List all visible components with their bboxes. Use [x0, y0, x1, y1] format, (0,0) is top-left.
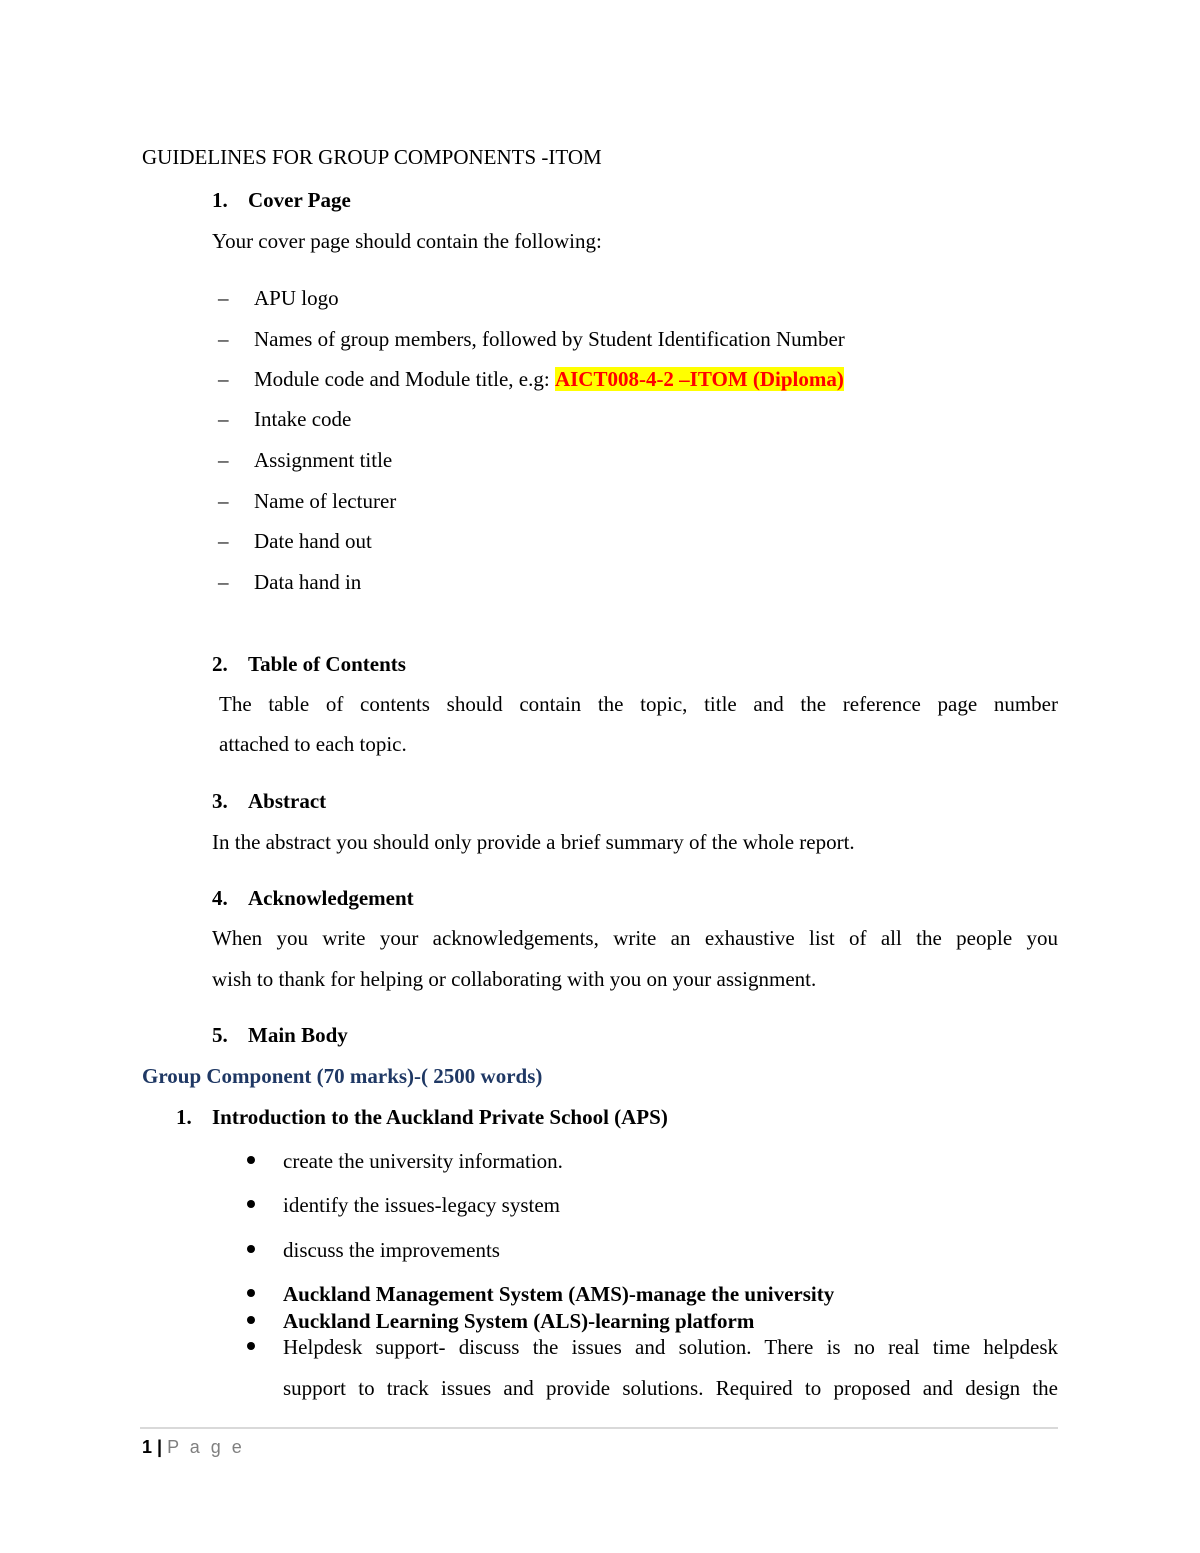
subsection-heading: Introduction to the Auckland Private School (APS) — [212, 1105, 668, 1129]
abstract-description: In the abstract you should only provide a brief summary of the whole report. — [212, 830, 855, 854]
list-item: Auckland Learning System (ALS)-learning platform — [283, 1309, 755, 1333]
bullet-marker — [247, 1342, 255, 1350]
section-number-abstract: 3. — [212, 789, 228, 813]
section-heading-ack: Acknowledgement — [248, 886, 414, 910]
section-number-ack: 4. — [212, 886, 228, 910]
dash-marker: – — [218, 367, 229, 391]
section-number-main: 5. — [212, 1023, 228, 1047]
list-item: APU logo — [254, 286, 339, 310]
list-item-continuation: support to track issues and provide solutions. Required to proposed and design the — [283, 1376, 1058, 1400]
list-item: Name of lecturer — [254, 489, 397, 513]
section-heading-toc: Table of Contents — [248, 652, 406, 676]
list-item: create the university information. — [283, 1149, 563, 1173]
dash-marker: – — [218, 327, 229, 351]
section-heading-main: Main Body — [248, 1023, 348, 1047]
bullet-marker — [247, 1245, 255, 1253]
group-component-heading: Group Component (70 marks)-( 2500 words) — [142, 1064, 543, 1088]
page-label: P a g e — [167, 1437, 245, 1457]
document-title: GUIDELINES FOR GROUP COMPONENTS -ITOM — [142, 145, 602, 169]
list-item: discuss the improvements — [283, 1238, 500, 1262]
list-item: Assignment title — [254, 448, 393, 472]
list-item: Names of group members, followed by Student Identification Number — [254, 327, 845, 351]
section-number-toc: 2. — [212, 652, 228, 676]
dash-marker: – — [218, 570, 229, 594]
toc-description-line: attached to each topic. — [219, 732, 407, 756]
dash-marker: – — [218, 286, 229, 310]
ack-description-line: When you write your acknowledgements, write an exhaustive list of all the people you — [212, 926, 1058, 950]
bullet-marker — [247, 1156, 255, 1164]
cover-intro: Your cover page should contain the following: — [212, 229, 602, 253]
section-heading-abstract: Abstract — [248, 789, 327, 813]
section-heading-cover: Cover Page — [248, 188, 351, 212]
dash-marker: – — [218, 448, 229, 472]
list-item: identify the issues-legacy system — [283, 1193, 561, 1217]
footer-separator: | — [157, 1437, 163, 1457]
list-item: Data hand in — [254, 570, 362, 594]
bullet-marker — [247, 1316, 255, 1324]
dash-marker: – — [218, 407, 229, 431]
section-number-cover: 1. — [212, 188, 228, 212]
subsection-number: 1. — [176, 1105, 192, 1129]
footer-divider — [140, 1427, 1058, 1429]
module-item-label: Module code and Module title, e.g: — [254, 367, 555, 391]
list-item: Intake code — [254, 407, 352, 431]
list-item: Helpdesk support- discuss the issues and solution. There is no real time helpdesk — [283, 1335, 1058, 1359]
list-item: Auckland Management System (AMS)-manage the university — [283, 1282, 835, 1306]
ack-description-line: wish to thank for helping or collaborating with you on your assignment. — [212, 967, 817, 991]
list-item — [254, 369, 844, 390]
bullet-marker — [247, 1200, 255, 1208]
bullet-marker — [247, 1289, 255, 1297]
module-code-highlight: AICT008-4-2 –ITOM (Diploma) — [554, 367, 844, 391]
page-number: 1 — [142, 1437, 153, 1457]
toc-description-line: The table of contents should contain the topic, title and the reference page number — [219, 692, 1058, 716]
list-item: Date hand out — [254, 529, 372, 553]
dash-marker: – — [218, 529, 229, 553]
dash-marker: – — [218, 489, 229, 513]
page-footer — [142, 1437, 245, 1458]
